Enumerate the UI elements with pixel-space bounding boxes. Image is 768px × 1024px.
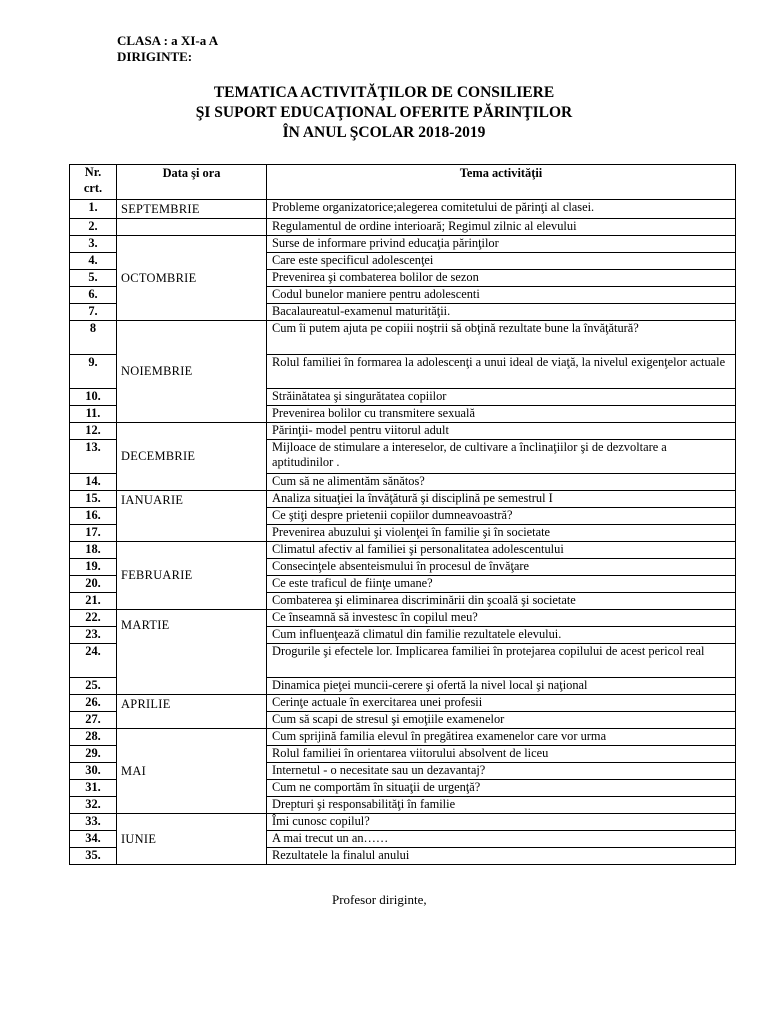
header-nr-line1: Nr.: [84, 165, 102, 179]
topic-cell: Străinătatea şi singurătatea copiilor: [267, 388, 736, 405]
title-line-2: ŞI SUPORT EDUCAŢIONAL OFERITE PĂRINŢILOR: [195, 104, 573, 121]
class-label: CLASA : a XI-a A: [117, 33, 219, 48]
row-number: 31.: [70, 779, 117, 796]
table-row: [70, 609, 736, 626]
topic-cell: Ce înseamnă să investesc în copilul meu?: [267, 609, 736, 626]
topic-cell: Îmi cunosc copilul?: [267, 813, 736, 830]
row-number: 11.: [70, 405, 117, 422]
row-number: 30.: [70, 762, 117, 779]
row-number: 8: [70, 320, 117, 354]
topic-cell: Codul bunelor maniere pentru adolescenti: [267, 286, 736, 303]
topic-cell: Rezultatele la finalul anului: [267, 847, 736, 864]
row-number: 17.: [70, 524, 117, 541]
row-number: 3.: [70, 235, 117, 252]
row-number: 21.: [70, 592, 117, 609]
row-number: 24.: [70, 643, 117, 677]
table-row: [70, 200, 736, 219]
topic-cell: Rolul familiei în formarea la adolescenţi a unui ideal de viaţă, la nivelul exigenţelor actuale: [267, 354, 736, 388]
row-number: 4.: [70, 252, 117, 269]
topic-cell: Ce este traficul de fiinţe umane?: [267, 575, 736, 592]
row-number: 28.: [70, 728, 117, 745]
topic-cell: A mai trecut un an……: [267, 830, 736, 847]
topic-cell: Consecinţele absenteismului în procesul de învăţare: [267, 558, 736, 575]
topic-cell: Combaterea şi eliminarea discriminării din şcoală şi societate: [267, 592, 736, 609]
row-number: 23.: [70, 626, 117, 643]
table-row: [70, 218, 736, 235]
topic-cell: Cum ne comportăm în situaţii de urgenţă?: [267, 779, 736, 796]
topic-cell: Bacalaureatul-examenul maturităţii.: [267, 303, 736, 320]
row-number: 29.: [70, 745, 117, 762]
title-line-3: ÎN ANUL ŞCOLAR 2018-2019: [282, 124, 486, 141]
topic-cell: Rolul familiei în orientarea viitorului absolvent de liceu: [267, 745, 736, 762]
header-date: Data şi ora: [117, 165, 267, 200]
topic-cell: Dinamica pieţei muncii-cerere şi ofertă la nivel local şi naţional: [267, 677, 736, 694]
topic-cell: Care este specificul adolescenţei: [267, 252, 736, 269]
table-row: [70, 235, 736, 252]
topic-cell: Ce ştiţi despre prietenii copiilor dumneavoastră?: [267, 507, 736, 524]
row-number: 1.: [70, 200, 117, 219]
topic-cell: Cum sprijină familia elevul în pregătirea examenelor care vor urma: [267, 728, 736, 745]
header-nr-line2: crt.: [83, 180, 103, 195]
month-cell: MAI: [117, 728, 267, 813]
topic-cell: Prevenirea abuzului şi violenţei în familie şi în societate: [267, 524, 736, 541]
row-number: 5.: [70, 269, 117, 286]
row-number: 33.: [70, 813, 117, 830]
table-header-row: [70, 165, 736, 200]
month-cell: APRILIE: [117, 694, 267, 728]
month-cell: IANUARIE: [117, 490, 267, 541]
topic-cell: Prevenirea bolilor cu transmitere sexuală: [267, 405, 736, 422]
month-cell: NOIEMBRIE: [117, 320, 267, 422]
table-row: [70, 320, 736, 354]
row-number: 15.: [70, 490, 117, 507]
header-topic: Tema activităţii: [267, 165, 736, 200]
topic-cell: Drogurile şi efectele lor. Implicarea familiei în protejarea copilului de acest pericol real: [267, 643, 736, 677]
month-cell: IUNIE: [117, 813, 267, 864]
row-number: 2.: [70, 218, 117, 235]
topic-cell: Drepturi şi responsabilităţi în familie: [267, 796, 736, 813]
row-number: 20.: [70, 575, 117, 592]
row-number: 10.: [70, 388, 117, 405]
row-number: 7.: [70, 303, 117, 320]
month-cell: [117, 218, 267, 235]
row-number: 6.: [70, 286, 117, 303]
row-number: 19.: [70, 558, 117, 575]
activities-table: [69, 164, 736, 865]
table-row: [70, 728, 736, 745]
header-nr: [70, 165, 117, 200]
row-number: 14.: [70, 473, 117, 490]
month-cell: FEBRUARIE: [117, 541, 267, 609]
topic-cell: Cerinţe actuale în exercitarea unei profesii: [267, 694, 736, 711]
row-number: 27.: [70, 711, 117, 728]
form-teacher-label: DIRIGINTE:: [117, 49, 193, 64]
table-row: [70, 813, 736, 830]
topic-cell: Analiza situaţiei la învăţătură şi disciplină pe semestrul I: [267, 490, 736, 507]
month-cell: MARTIE: [117, 609, 267, 694]
month-cell: OCTOMBRIE: [117, 235, 267, 320]
row-number: 12.: [70, 422, 117, 439]
row-number: 26.: [70, 694, 117, 711]
topic-cell: Părinţii- model pentru viitorul adult: [267, 422, 736, 439]
row-number: 9.: [70, 354, 117, 388]
table-row: [70, 490, 736, 507]
topic-cell: Internetul - o necesitate sau un dezavantaj?: [267, 762, 736, 779]
topic-cell: Prevenirea şi combaterea bolilor de sezon: [267, 269, 736, 286]
topic-cell: Cum să scapi de stresul şi emoţiile examenelor: [267, 711, 736, 728]
signature-label: Profesor diriginte,: [332, 892, 427, 907]
topic-cell: Cum să ne alimentăm sănătos?: [267, 473, 736, 490]
topic-cell: Cum influenţează climatul din familie rezultatele elevului.: [267, 626, 736, 643]
table-row: [70, 694, 736, 711]
row-number: 13.: [70, 439, 117, 473]
table-row: [70, 541, 736, 558]
topic-cell: Probleme organizatorice;alegerea comitetului de părinţi al clasei.: [267, 200, 736, 219]
topic-cell: Cum îi putem ajuta pe copiii noştrii să obţină rezultate bune la învăţătură?: [267, 320, 736, 354]
topic-cell: Surse de informare privind educaţia părinţilor: [267, 235, 736, 252]
row-number: 35.: [70, 847, 117, 864]
row-number: 25.: [70, 677, 117, 694]
row-number: 16.: [70, 507, 117, 524]
row-number: 22.: [70, 609, 117, 626]
table-row: [70, 422, 736, 439]
month-cell: DECEMBRIE: [117, 422, 267, 490]
row-number: 18.: [70, 541, 117, 558]
title-line-1: TEMATICA ACTIVITĂŢILOR DE CONSILIERE: [213, 84, 555, 101]
topic-cell: Mijloace de stimulare a intereselor, de cultivare a înclinaţiilor şi de dezvoltare a aptitudinilor .: [267, 439, 736, 473]
month-cell: SEPTEMBRIE: [117, 200, 267, 219]
row-number: 34.: [70, 830, 117, 847]
row-number: 32.: [70, 796, 117, 813]
document-title: [0, 83, 768, 143]
topic-cell: Regulamentul de ordine interioară; Regimul zilnic al elevului: [267, 218, 736, 235]
topic-cell: Climatul afectiv al familiei şi personalitatea adolescentului: [267, 541, 736, 558]
